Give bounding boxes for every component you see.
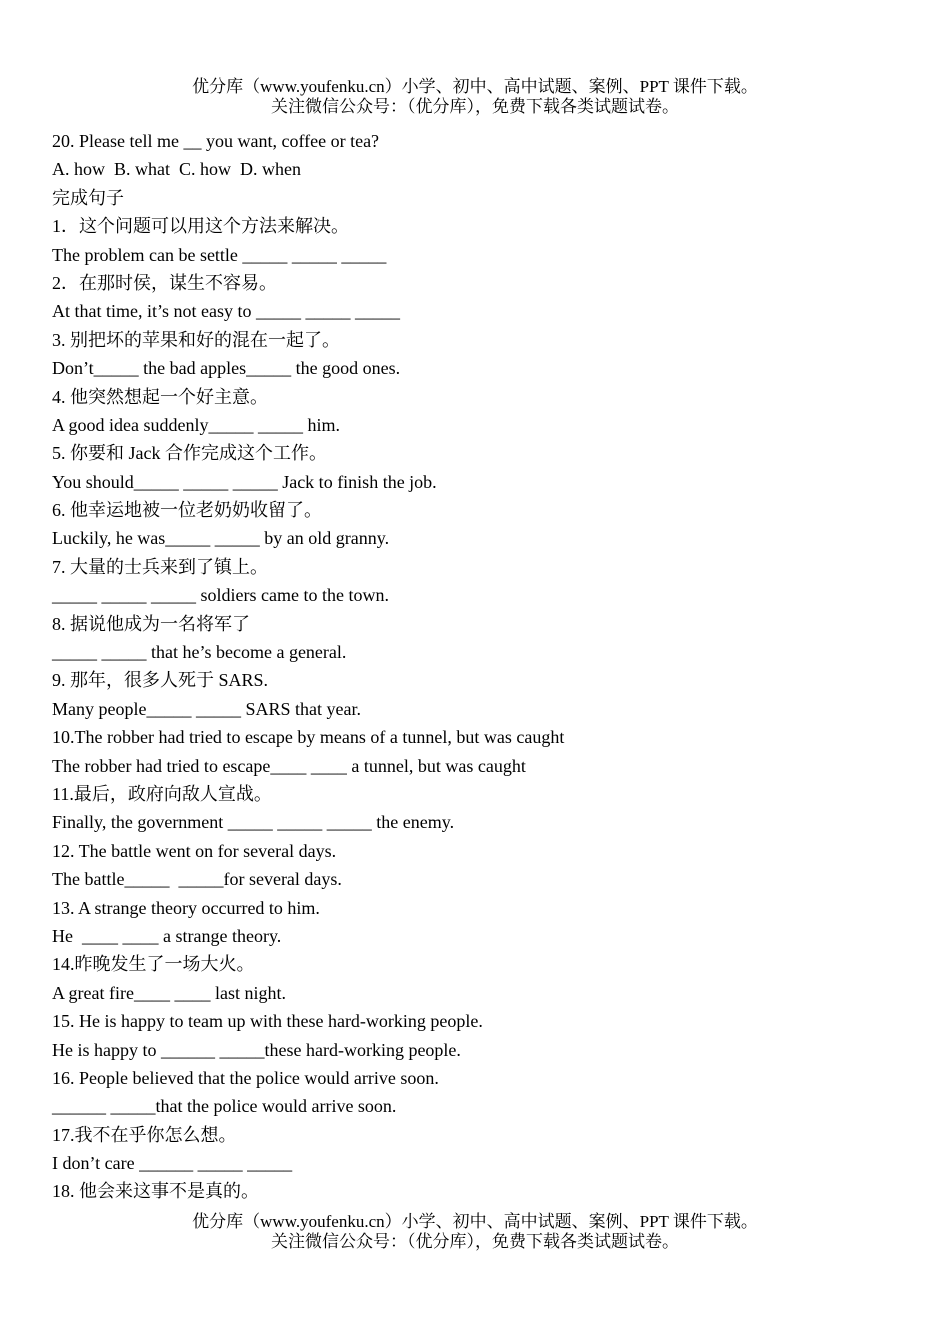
text-line: 16. People believed that the police would arrive soon. bbox=[52, 1067, 439, 1088]
text-line: 14.昨晚发生了一场大火。 bbox=[52, 954, 255, 975]
footer-line-1: 优分库（www.youfenku.cn）小学、初中、高中试题、案例、PPT 课件下载。 bbox=[192, 1212, 758, 1231]
text-line: 1．这个问题可以用这个方法来解决。 bbox=[52, 216, 349, 237]
footer-line-2: 关注微信公众号：（优分库），免费下载各类试题试卷。 bbox=[271, 1232, 679, 1251]
text-line: 3. 别把坏的苹果和好的混在一起了。 bbox=[52, 329, 340, 350]
text-line: 7. 大量的士兵来到了镇上。 bbox=[52, 556, 268, 577]
text-line: A great fire____ ____ last night. bbox=[52, 982, 286, 1003]
text-line: The battle_____ _____for several days. bbox=[52, 869, 342, 890]
text-line: _____ _____ that he’s become a general. bbox=[52, 642, 347, 663]
page-footer bbox=[0, 1212, 950, 1252]
text-line: 8. 据说他成为一名将军了 bbox=[52, 613, 250, 634]
text-line: ______ _____that the police would arrive soon. bbox=[52, 1096, 397, 1117]
text-line: A good idea suddenly_____ _____ him. bbox=[52, 414, 340, 435]
text-line: 完成句子 bbox=[52, 187, 124, 208]
text-line: 13. A strange theory occurred to him. bbox=[52, 897, 320, 918]
text-line: At that time, it’s not easy to _____ _____ _____ bbox=[52, 301, 400, 322]
text-line: 17.我不在乎你怎么想。 bbox=[52, 1124, 237, 1145]
text-line: 20. Please tell me __ you want, coffee or tea? bbox=[52, 131, 380, 151]
text-line: _____ _____ _____ soldiers came to the town. bbox=[52, 585, 389, 606]
text-line: 12. The battle went on for several days. bbox=[52, 840, 337, 861]
text-line: He ____ ____ a strange theory. bbox=[52, 925, 282, 946]
text-line: 5. 你要和 Jack 合作完成这个工作。 bbox=[52, 443, 327, 464]
text-line: 10.The robber had tried to escape by means of a tunnel, but was caught bbox=[52, 727, 565, 748]
text-line: 9. 那年，很多人死于 SARS. bbox=[52, 670, 269, 691]
text-line: Many people_____ _____ SARS that year. bbox=[52, 698, 361, 719]
page-header bbox=[0, 77, 950, 117]
text-line: Luckily, he was_____ _____ by an old granny. bbox=[52, 528, 390, 549]
text-line: The problem can be settle _____ _____ _____ bbox=[52, 244, 387, 265]
text-line: 6. 他幸运地被一位老奶奶收留了。 bbox=[52, 500, 322, 521]
text-line: 11.最后，政府向敌人宣战。 bbox=[52, 783, 272, 804]
header-line-2: 关注微信公众号：（优分库），免费下载各类试题试卷。 bbox=[271, 97, 679, 116]
header-line-1: 优分库（www.youfenku.cn）小学、初中、高中试题、案例、PPT 课件下载。 bbox=[192, 77, 758, 96]
text-line: 15. He is happy to team up with these hard-working people. bbox=[52, 1011, 483, 1032]
text-line: 18. 他会来这事不是真的。 bbox=[52, 1181, 259, 1202]
text-line: He is happy to ______ _____these hard-working people. bbox=[52, 1039, 461, 1060]
text-line: 2．在那时侯，谋生不容易。 bbox=[52, 272, 277, 293]
text-line: The robber had tried to escape____ ____ a tunnel, but was caught bbox=[52, 755, 526, 776]
text-line: 4. 他突然想起一个好主意。 bbox=[52, 386, 268, 407]
text-line: You should_____ _____ _____ Jack to finish the job. bbox=[52, 471, 437, 492]
text-line: I don’t care ______ _____ _____ bbox=[52, 1153, 293, 1174]
text-line: Finally, the government _____ _____ _____ the enemy. bbox=[52, 812, 455, 833]
exercise-content bbox=[52, 127, 932, 1206]
text-line: Don’t_____ the bad apples_____ the good ones. bbox=[52, 358, 401, 379]
text-line: A. how B. what C. how D. when bbox=[52, 159, 301, 180]
